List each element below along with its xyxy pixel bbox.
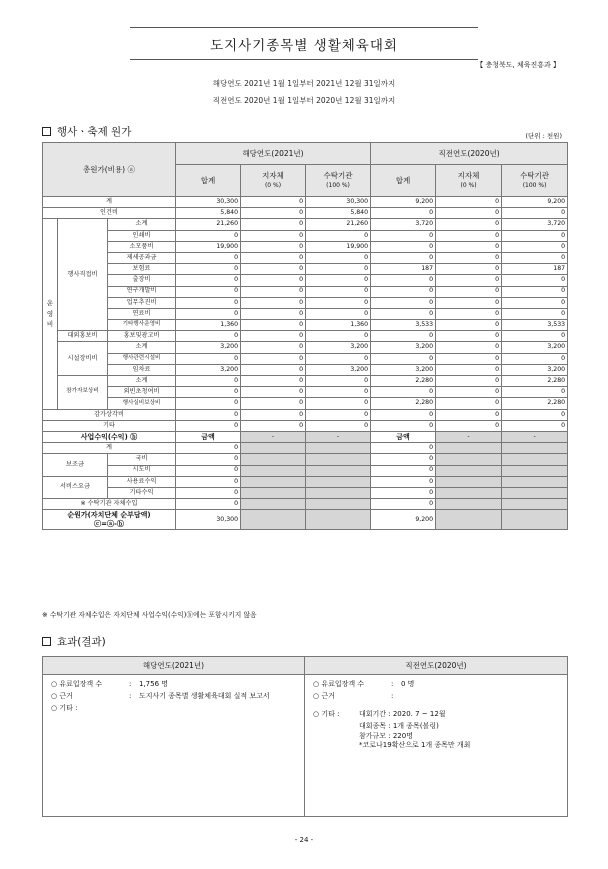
revenue-header-row	[43, 431, 568, 442]
cell-value: 0	[176, 376, 241, 387]
cell-value: 0	[371, 443, 436, 454]
cell-value: 0	[176, 252, 241, 263]
effect-key: ○ 유료입장객 수	[51, 680, 103, 688]
cell-value: 0	[176, 487, 241, 498]
row-label: 연구개발비	[108, 286, 176, 297]
cell-value: 0	[241, 275, 306, 286]
cell-value: 0	[502, 420, 568, 431]
row-label: 제세공과금	[108, 252, 176, 263]
group-promo: 대외홍보비	[58, 331, 108, 342]
effect-row	[313, 710, 559, 719]
table-row	[43, 241, 568, 252]
cell-value: 0	[176, 308, 241, 319]
row-label: 계	[43, 443, 176, 454]
revenue-row	[43, 454, 568, 465]
gray-cell	[241, 443, 306, 454]
cell-value: 0	[436, 197, 502, 208]
gray-cell	[436, 476, 502, 487]
cell-value: 0	[176, 409, 241, 420]
cell-value: 0	[436, 331, 502, 342]
gray-cell	[502, 454, 568, 465]
effect-key: ○ 근거	[313, 692, 335, 701]
cell-value: 0	[371, 208, 436, 219]
cell-value: 0	[436, 275, 502, 286]
row-label: 홍보및광고비	[108, 331, 176, 342]
cell-value: 0	[241, 420, 306, 431]
cell-value: 3,720	[371, 219, 436, 230]
cell-value: 0	[176, 443, 241, 454]
revenue-label: 사업수익(수익) ⓑ	[43, 431, 176, 442]
table-row	[43, 376, 568, 387]
cell-value: 0	[176, 387, 241, 398]
section-effect-heading	[42, 634, 106, 649]
effect-value: 대회종목 : 1개 종목(볼링)	[359, 722, 439, 731]
cell-value: 0	[241, 353, 306, 364]
cell-value: 0	[306, 376, 371, 387]
group-subsidy: 보조금	[43, 454, 108, 476]
checkbox-square-icon	[42, 127, 51, 136]
cell-value: 19,900	[306, 241, 371, 252]
gray-cell	[241, 487, 306, 498]
cell-value: 0	[241, 398, 306, 409]
header-local-current: 지자체 (0 %)	[241, 165, 306, 197]
gray-cell	[502, 487, 568, 498]
effect-key: ○ 근거	[51, 692, 73, 701]
gray-cell	[306, 499, 371, 510]
cell-value: 0	[306, 420, 371, 431]
section-cost-title: 행사ㆍ축제 원가	[57, 126, 132, 138]
row-label: 소모품비	[108, 241, 176, 252]
cell-value: 0	[371, 387, 436, 398]
checkbox-square-icon	[42, 637, 51, 646]
effect-header-current: 해당연도(2021년)	[43, 657, 305, 675]
cell-value: 0	[306, 308, 371, 319]
table-row	[43, 275, 568, 286]
row-label: ※ 수탁기관 자체수입	[43, 499, 176, 510]
gray-cell	[241, 454, 306, 465]
cell-value: 3,200	[371, 342, 436, 353]
cell-value: 3,200	[306, 364, 371, 375]
table-row	[43, 353, 568, 364]
effect-value: 도지사기 종목별 생활체육대회 실적 보고서	[139, 692, 270, 701]
cell-value: 0	[436, 208, 502, 219]
title-bottom-rule	[130, 59, 478, 60]
cell-value: 0	[502, 409, 568, 420]
cell-value: 0	[502, 252, 568, 263]
gray-cell	[306, 465, 371, 476]
effect-previous-cell	[305, 675, 568, 817]
cell-value: 1,360	[306, 320, 371, 331]
row-label: 행사관련시설비	[108, 353, 176, 364]
revenue-row	[43, 487, 568, 498]
cell-value: 3,533	[371, 320, 436, 331]
group-facility: 시설장비비	[58, 342, 108, 376]
cell-value: 0	[176, 230, 241, 241]
cell-value: 0	[436, 420, 502, 431]
cell-value: 0	[436, 264, 502, 275]
cell-value: 0	[502, 241, 568, 252]
gray-cell	[241, 510, 306, 530]
cell-value: 5,840	[176, 208, 241, 219]
table-row	[43, 308, 568, 319]
cell-value: 0	[371, 230, 436, 241]
row-label: 소계	[108, 219, 176, 230]
gray-cell	[502, 443, 568, 454]
cell-value: 0	[436, 241, 502, 252]
row-label: 시도비	[108, 465, 176, 476]
cell-value: 0	[241, 387, 306, 398]
cell-value: 1,360	[176, 320, 241, 331]
cell-value: 0	[241, 219, 306, 230]
cell-value: 19,900	[176, 241, 241, 252]
effect-row: ○ 유료입장객 수 : 0 명	[313, 680, 559, 689]
gray-cell	[436, 465, 502, 476]
header-total-cost: 총원가(비용) ⓐ	[43, 143, 176, 197]
cell-value: 0	[176, 420, 241, 431]
header-agency-current: 수탁기관 (100 %)	[306, 165, 371, 197]
cell-value: 0	[502, 353, 568, 364]
gray-cell	[502, 510, 568, 530]
cell-value: 0	[306, 286, 371, 297]
effect-current-cell	[43, 675, 305, 817]
revenue-row	[43, 476, 568, 487]
cell-value: 0	[502, 286, 568, 297]
group-operating: 운 영 비	[43, 219, 58, 409]
period-previous: 직전연도 2020년 1월 1일부터 2020년 12월 31일까지	[212, 96, 396, 105]
document-title: 도지사기종목별 생활체육대회	[210, 38, 398, 54]
gray-cell	[306, 510, 371, 530]
cell-value: 0	[241, 286, 306, 297]
row-label: 사용료수익	[108, 476, 176, 487]
cell-value: 0	[241, 252, 306, 263]
effect-value: *코로나19확산으로 1개 종목만 개최	[359, 741, 471, 750]
gray-cell	[241, 476, 306, 487]
row-label: 기타수익	[108, 487, 176, 498]
table-row	[43, 286, 568, 297]
cell-value: 0	[176, 353, 241, 364]
unit-label: (단위 : 천원)	[525, 132, 562, 140]
cell-value: 9,200	[502, 197, 568, 208]
net-cost-previous: 9,200	[371, 510, 436, 530]
cell-value: 0	[436, 230, 502, 241]
revenue-row	[43, 499, 568, 510]
cell-value: 0	[176, 476, 241, 487]
gray-cell	[306, 454, 371, 465]
row-label: 임차료	[108, 364, 176, 375]
cell-value: 0	[371, 241, 436, 252]
cell-value: 0	[436, 409, 502, 420]
cell-value: 0	[176, 297, 241, 308]
cell-value: 0	[436, 353, 502, 364]
cell-value: 0	[176, 286, 241, 297]
row-label: 인쇄비	[108, 230, 176, 241]
cell-value: 0	[436, 398, 502, 409]
cell-value: 0	[436, 286, 502, 297]
cell-value: 0	[176, 454, 241, 465]
cell-value: 0	[306, 387, 371, 398]
cost-table	[42, 142, 568, 530]
table-row	[43, 264, 568, 275]
table-row	[43, 230, 568, 241]
cell-value: 0	[241, 409, 306, 420]
title-block	[130, 27, 478, 60]
effect-value: 1,756 명	[139, 680, 169, 688]
cell-value: 0	[241, 320, 306, 331]
cell-value: 0	[371, 409, 436, 420]
effect-key: ○ 기타 :	[51, 704, 78, 713]
cell-value: 2,280	[502, 376, 568, 387]
table-row	[43, 208, 568, 219]
revenue-dash: -	[502, 431, 568, 442]
table-row	[43, 297, 568, 308]
cell-value: 0	[306, 297, 371, 308]
row-label: 행사실비보상비	[108, 398, 176, 409]
cell-value: 0	[371, 420, 436, 431]
table-row	[43, 219, 568, 230]
row-label: 기타행사운영비	[108, 320, 176, 331]
cell-value: 0	[241, 264, 306, 275]
cell-value: 0	[241, 208, 306, 219]
cell-value: 0	[241, 364, 306, 375]
cell-value: 0	[176, 398, 241, 409]
row-label: 보험료	[108, 264, 176, 275]
table-row	[43, 252, 568, 263]
net-cost-row	[43, 510, 568, 530]
cell-value: 3,200	[371, 364, 436, 375]
cell-value: 0	[371, 275, 436, 286]
cell-value: 21,260	[176, 219, 241, 230]
table-row	[43, 398, 568, 409]
cell-value: 0	[306, 353, 371, 364]
header-agency-previous: 수탁기관 (100 %)	[502, 165, 568, 197]
cell-value: 0	[436, 376, 502, 387]
row-label: 계	[43, 197, 176, 208]
row-label: 인건비	[43, 208, 176, 219]
cell-value: 0	[241, 230, 306, 241]
effect-table	[42, 656, 568, 817]
cell-value: 0	[371, 252, 436, 263]
net-cost-current: 30,300	[176, 510, 241, 530]
cell-value: 0	[176, 331, 241, 342]
table-row	[43, 387, 568, 398]
cell-value: 2,280	[502, 398, 568, 409]
cell-value: 0	[176, 465, 241, 476]
header-current-year: 해당연도(2021년)	[176, 143, 371, 165]
cell-value: 0	[436, 219, 502, 230]
cell-value: 0	[371, 487, 436, 498]
row-label: 업무추진비	[108, 297, 176, 308]
header-sum-previous: 합계	[371, 165, 436, 197]
table-row	[43, 409, 568, 420]
section-cost-heading	[42, 124, 131, 139]
effect-key: ○ 유료입장객 수	[313, 680, 365, 688]
cell-value: 0	[241, 197, 306, 208]
cell-value: 5,840	[306, 208, 371, 219]
gray-cell	[306, 476, 371, 487]
table-row	[43, 331, 568, 342]
effect-value: 0 명	[401, 680, 415, 688]
effect-value: 대회기간 : 2020. 7 ~ 12월	[359, 710, 446, 719]
cell-value: 187	[371, 264, 436, 275]
revenue-dash: -	[241, 431, 306, 442]
cell-value: 3,200	[176, 364, 241, 375]
row-label: 소계	[108, 342, 176, 353]
cell-value: 3,200	[176, 342, 241, 353]
revenue-amount-previous: 금액	[371, 431, 436, 442]
cell-value: 0	[241, 308, 306, 319]
cell-value: 0	[241, 331, 306, 342]
cell-value: 2,280	[371, 376, 436, 387]
gray-cell	[241, 465, 306, 476]
gray-cell	[436, 510, 502, 530]
header-local-previous: 지자체 (0 %)	[436, 165, 502, 197]
row-label: 외빈초청여비	[108, 387, 176, 398]
section-effect-title: 효과(결과)	[57, 636, 106, 648]
gray-cell	[436, 454, 502, 465]
cell-value: 0	[306, 275, 371, 286]
cell-value: 0	[176, 264, 241, 275]
cell-value: 0	[306, 252, 371, 263]
cell-value: 0	[371, 454, 436, 465]
revenue-dash: -	[436, 431, 502, 442]
cell-value: 30,300	[306, 197, 371, 208]
effect-row: ○ 근거 : 도지사기 종목별 생활체육대회 실적 보고서	[51, 692, 296, 701]
cell-value: 21,260	[306, 219, 371, 230]
row-label: 소계	[108, 376, 176, 387]
revenue-amount-current: 금액	[176, 431, 241, 442]
cell-value: 0	[502, 230, 568, 241]
gray-cell	[502, 476, 568, 487]
row-label: 감가상각비	[43, 409, 176, 420]
cell-value: 0	[436, 252, 502, 263]
effect-row: ○ 근거 :	[313, 692, 394, 701]
cell-value: 0	[502, 297, 568, 308]
cell-value: 0	[502, 387, 568, 398]
row-label: 국비	[108, 454, 176, 465]
gray-cell	[502, 499, 568, 510]
cell-value: 0	[306, 409, 371, 420]
effect-key: ○ 기타 :	[313, 710, 340, 719]
footnote: ※ 수탁기관 자체수입은 자치단체 사업수익(수익)ⓑ에는 포함시키지 않음	[42, 611, 257, 619]
cell-value: 0	[241, 376, 306, 387]
cell-value: 0	[436, 387, 502, 398]
table-row	[43, 320, 568, 331]
cell-value: 3,533	[502, 320, 568, 331]
group-service: 서비스요금	[43, 476, 108, 498]
cell-value: 0	[371, 286, 436, 297]
cell-value: 3,200	[502, 364, 568, 375]
gray-cell	[306, 443, 371, 454]
cell-value: 2,280	[371, 398, 436, 409]
cell-value: 0	[176, 499, 241, 510]
cell-value: 0	[241, 241, 306, 252]
revenue-dash: -	[306, 431, 371, 442]
cell-value: 0	[306, 230, 371, 241]
table-row	[43, 364, 568, 375]
row-label: 출장비	[108, 275, 176, 286]
period-current: 해당연도 2021년 1월 1일부터 2021년 12월 31일까지	[212, 79, 396, 88]
cell-value: 0	[436, 342, 502, 353]
cell-value: 0	[436, 320, 502, 331]
cell-value: 0	[371, 353, 436, 364]
net-cost-label: 순원가(자치단체 순부담액) ⓒ=ⓐ-ⓑ	[43, 510, 176, 530]
row-label: 연료비	[108, 308, 176, 319]
cell-value: 0	[436, 364, 502, 375]
revenue-row	[43, 465, 568, 476]
cell-value: 0	[502, 208, 568, 219]
cell-value: 0	[502, 308, 568, 319]
cell-value: 0	[371, 476, 436, 487]
revenue-row	[43, 443, 568, 454]
gray-cell	[436, 487, 502, 498]
cell-value: 3,200	[306, 342, 371, 353]
cell-value: 0	[436, 297, 502, 308]
header-sum-current: 합계	[176, 165, 241, 197]
table-row	[43, 342, 568, 353]
row-label: 기타	[43, 420, 176, 431]
effect-value: 참가규모 : 220명	[359, 731, 413, 740]
effect-row	[51, 704, 296, 713]
page-number: - 24 -	[294, 836, 314, 844]
gray-cell	[502, 465, 568, 476]
cell-value: 187	[502, 264, 568, 275]
cell-value: 0	[241, 297, 306, 308]
cell-value: 0	[371, 465, 436, 476]
gray-cell	[306, 487, 371, 498]
cell-value: 0	[241, 342, 306, 353]
gray-cell	[436, 443, 502, 454]
effect-row: ○ 유료입장객 수 : 1,756 명	[51, 680, 296, 689]
cell-value: 9,200	[371, 197, 436, 208]
department-label: 【 충청북도, 체육진흥과 】	[476, 61, 560, 69]
gray-cell	[241, 499, 306, 510]
cell-value: 0	[371, 331, 436, 342]
cell-value: 0	[436, 308, 502, 319]
table-row	[43, 420, 568, 431]
group-event-direct: 행사직접비	[58, 219, 108, 331]
gray-cell	[436, 499, 502, 510]
cell-value: 0	[306, 331, 371, 342]
cell-value: 0	[306, 398, 371, 409]
cell-value: 0	[371, 297, 436, 308]
table-row	[43, 197, 568, 208]
effect-header-previous: 직전연도(2020년)	[305, 657, 568, 675]
cell-value: 0	[371, 499, 436, 510]
cell-value: 3,720	[502, 219, 568, 230]
header-previous-year: 직전연도(2020년)	[371, 143, 568, 165]
cell-value: 0	[371, 308, 436, 319]
cell-value: 0	[306, 264, 371, 275]
cell-value: 0	[502, 331, 568, 342]
cell-value: 0	[176, 275, 241, 286]
cell-value: 3,200	[502, 342, 568, 353]
cell-value: 0	[502, 275, 568, 286]
cell-value: 30,300	[176, 197, 241, 208]
group-participant: 참가자보상비	[58, 376, 108, 410]
